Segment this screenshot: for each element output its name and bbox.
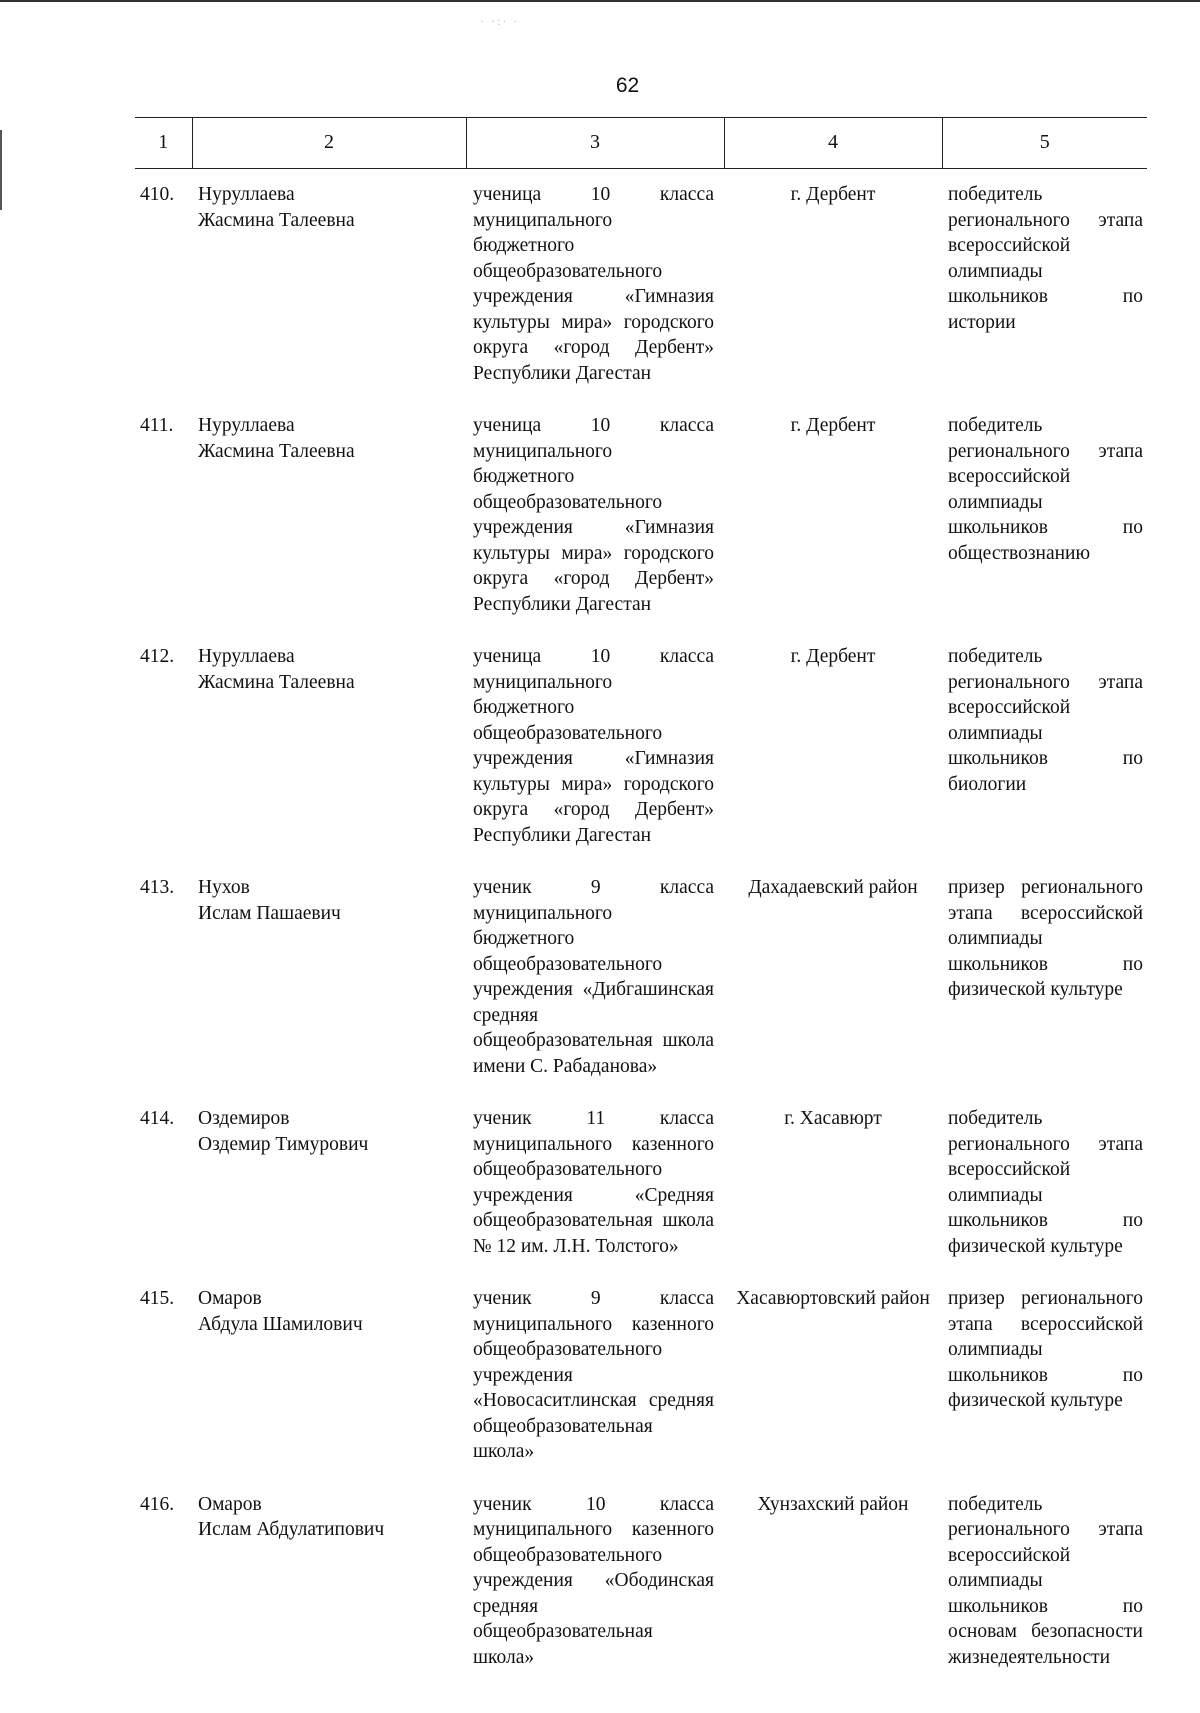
award: победитель регионального этапа всероссийской олимпиады школьников по основам безопасности жизнедеятельности <box>948 1493 1143 1668</box>
given-names: Жасмина Талеевна <box>198 440 355 462</box>
institution: ученик 10 класса муниципального казенного общеобразовательного учреждения «Ободинская средняя общеобразовательная школа» <box>473 1493 714 1668</box>
person-name <box>192 400 466 631</box>
award: победитель регионального этапа всероссийской олимпиады школьников по истории <box>948 184 1143 333</box>
institution: ученица 10 класса муниципального бюджетного общеобразовательного учреждения «Гимназия культуры мира» городского округа «город Дербент» Республики Дагестан <box>473 415 714 615</box>
scan-specks: · ·:· · <box>480 14 520 28</box>
table-row <box>135 400 1147 631</box>
given-names: Жасмина Талеевна <box>198 671 355 693</box>
region: Хасавюртовский район <box>736 1288 930 1309</box>
column-header-name: 2 <box>192 118 466 169</box>
page-left-edge <box>0 130 2 210</box>
table-row <box>135 862 1147 1093</box>
table-row <box>135 1093 1147 1273</box>
surname: Нуруллаева <box>198 646 295 667</box>
row-number: 412. <box>140 646 175 667</box>
column-header-region: 4 <box>724 118 942 169</box>
surname: Омаров <box>198 1288 262 1309</box>
row-number: 416. <box>140 1493 175 1515</box>
page-top-edge <box>0 0 1200 2</box>
column-header-institution: 3 <box>466 118 724 169</box>
given-names: Ислам Пашаевич <box>198 902 341 924</box>
region: Хунзахский район <box>757 1493 909 1515</box>
surname: Омаров <box>198 1493 262 1515</box>
award: призер регионального этапа всероссийской олимпиады школьников по физической культуре <box>948 877 1143 1000</box>
table-row <box>135 169 1147 401</box>
region: г. Дербент <box>790 415 876 436</box>
person-name <box>192 1273 466 1479</box>
institution: ученица 10 класса муниципального бюджетного общеобразовательного учреждения «Гимназия культуры мира» городского округа «город Дербент» Республики Дагестан <box>473 184 714 384</box>
row-number: 413. <box>140 877 175 898</box>
row-number: 411. <box>140 415 174 436</box>
given-names: Абдула Шамилович <box>198 1313 363 1335</box>
award: победитель регионального этапа всероссийской олимпиады школьников по физической культуре <box>948 1108 1143 1257</box>
region: г. Дербент <box>790 184 876 205</box>
surname: Оздемиров <box>198 1108 290 1129</box>
institution: ученик 9 класса муниципального казенного общеобразовательного учреждения «Новосаситлинская средняя общеобразовательная школа» <box>473 1288 714 1462</box>
person-name <box>192 169 466 401</box>
table-row <box>135 1479 1147 1685</box>
award: победитель регионального этапа всероссийской олимпиады школьников по биологии <box>948 646 1143 795</box>
institution: ученик 11 класса муниципального казенного общеобразовательного учреждения «Средняя общеобразовательная школа № 12 им. Л.Н. Толстого» <box>473 1108 714 1257</box>
person-name <box>192 1093 466 1273</box>
institution: ученица 10 класса муниципального бюджетного общеобразовательного учреждения «Гимназия культуры мира» городского округа «город Дербент» Республики Дагестан <box>473 646 714 846</box>
given-names: Оздемир Тимурович <box>198 1133 369 1155</box>
surname: Нухов <box>198 877 250 898</box>
column-header-award: 5 <box>942 118 1147 169</box>
table-header-row <box>135 118 1147 169</box>
row-number: 414. <box>140 1108 175 1129</box>
surname: Нуруллаева <box>198 184 295 205</box>
page-number: 62 <box>615 74 640 97</box>
column-header-number: 1 <box>135 118 192 169</box>
person-name <box>192 862 466 1093</box>
person-name <box>192 631 466 862</box>
region: г. Дербент <box>790 646 876 667</box>
person-name <box>192 1479 466 1685</box>
given-names: Жасмина Талеевна <box>198 209 355 231</box>
award: призер регионального этапа всероссийской олимпиады школьников по физической культуре <box>948 1288 1143 1411</box>
region: г. Хасавюрт <box>784 1108 882 1129</box>
row-number: 410. <box>140 184 175 205</box>
given-names: Ислам Абдулатипович <box>198 1519 385 1540</box>
table-row <box>135 631 1147 862</box>
region: Дахадаевский район <box>748 877 918 898</box>
institution: ученик 9 класса муниципального бюджетного общеобразовательного учреждения «Дибгашинская средняя общеобразовательная школа имени С. Рабаданова» <box>473 877 714 1077</box>
awardees-table <box>135 117 1147 1684</box>
table-row <box>135 1273 1147 1479</box>
award: победитель регионального этапа всероссийской олимпиады школьников по обществознанию <box>948 415 1143 564</box>
surname: Нуруллаева <box>198 415 295 436</box>
row-number: 415. <box>140 1288 175 1309</box>
